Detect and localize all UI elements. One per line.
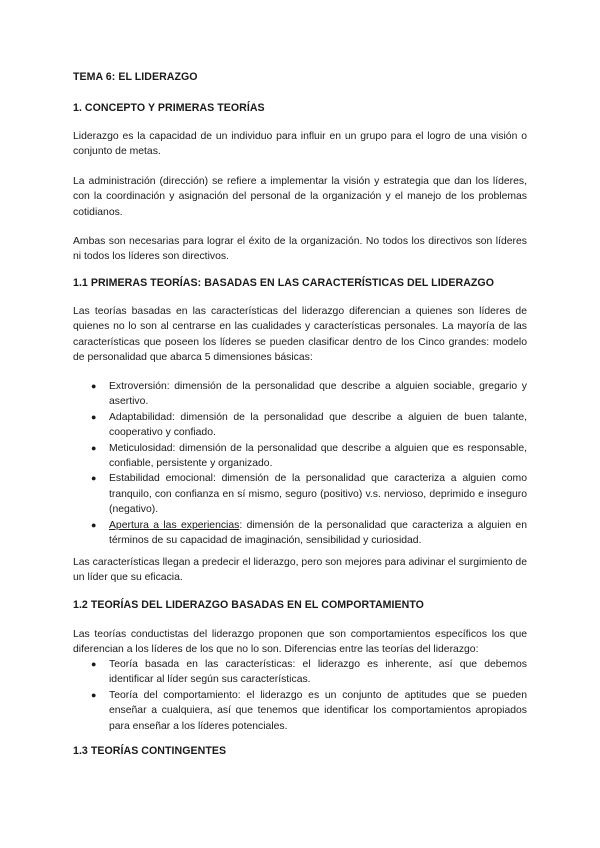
section-1-1-outro: Las características llegan a predecir el liderazgo, pero son mejores para adivinar el surgimiento de un líder que su eficacia. (73, 557, 527, 584)
list-item-description: : dimensión de la personalidad que describe a alguien que es responsable, confiable, persistente y organizado. (109, 442, 527, 470)
list-item-term: Apertura a las experiencias (109, 519, 240, 531)
list-item-term: Estabilidad emocional (109, 473, 213, 485)
theory-differences-list (91, 657, 527, 734)
bullet-icon: ● (91, 411, 97, 422)
list-item (91, 410, 527, 441)
bullet-icon: ● (91, 473, 97, 484)
section-1-1-intro: Las teorías basadas en las características del liderazgo diferencian a quienes son líderes de quienes no lo son al centrarse en las cualidades y características personales. La mayoría de las características que poseen los líderes se pueden clasificar dentro de los Cinco grandes: modelo de personalidad que abarca 5 dimensiones básicas: (73, 306, 527, 364)
list-item (91, 688, 527, 734)
section-1-2-intro: Las teorías conductistas del liderazgo proponen que son comportamientos específicos los que diferencian a los líderes de los que no lo son. Diferencias entre las teorías del liderazgo: (73, 629, 527, 656)
list-item (91, 379, 527, 410)
section-1-heading: 1. CONCEPTO Y PRIMERAS TEORÍAS (73, 102, 265, 114)
section-1-paragraph-1: Liderazgo es la capacidad de un individuo para influir en un grupo para el logro de una visión o conjunto de metas. (73, 131, 527, 158)
section-1-paragraph-2: La administración (dirección) se refiere a implementar la visión y estrategia que dan los líderes, con la coordinación y asignación del personal de la organización y el manejo de los problemas cotidianos. (73, 176, 527, 218)
list-item-text: Teoría del comportamiento: el liderazgo es un conjunto de aptitudes que se pueden enseñar a cualquiera, así que tenemos que identificar los comportamientos apropiados para enseñar a los líderes potenciales. (109, 689, 527, 732)
personality-dimensions-list (91, 379, 527, 548)
section-1-1-heading: 1.1 PRIMERAS TEORÍAS: BASADAS EN LAS CARACTERÍSTICAS DEL LIDERAZGO (73, 277, 495, 289)
list-item (91, 518, 527, 549)
list-item-term: Extroversión (109, 381, 167, 392)
list-item (91, 657, 527, 688)
list-item-term: Meticulosidad (109, 442, 173, 454)
bullet-icon: ● (91, 442, 97, 453)
list-item-description: : dimensión de la personalidad que caracteriza a alguien en términos de su capacidad de imaginación, sensibilidad y curiosidad. (109, 519, 527, 547)
list-item-description: : dimensión de la personalidad que caracteriza a alguien como tranquilo, con confianza en sí mismo, seguro (positivo) v.s. nervioso, deprimido e inseguro (negativo). (109, 473, 527, 516)
document-title: TEMA 6: EL LIDERAZGO (73, 71, 198, 83)
list-item-term: Adaptabilidad (109, 411, 172, 423)
section-1-2-heading: 1.2 TEORÍAS DEL LIDERAZGO BASADAS EN EL COMPORTAMIENTO (73, 599, 424, 611)
bullet-icon: ● (91, 689, 97, 700)
section-1-3-heading: 1.3 TEORÍAS CONTINGENTES (73, 745, 227, 757)
list-item (91, 471, 527, 517)
bullet-icon: ● (91, 381, 97, 391)
list-item-description: : dimensión de la personalidad que describe a alguien de buen talante, cooperativo y confiado. (109, 411, 527, 439)
list-item-description: : dimensión de la personalidad que describe a alguien sociable, gregario y asertivo. (109, 381, 527, 408)
bullet-icon: ● (91, 659, 97, 669)
section-1-paragraph-3: Ambas son necesarias para lograr el éxito de la organización. No todos los directivos son líderes ni todos los líderes son directivos. (73, 236, 527, 263)
list-item-text: Teoría basada en las características: el liderazgo es inherente, así que debemos identificar al líder según sus características. (109, 659, 527, 686)
bullet-icon: ● (91, 519, 97, 530)
list-item (91, 441, 527, 472)
